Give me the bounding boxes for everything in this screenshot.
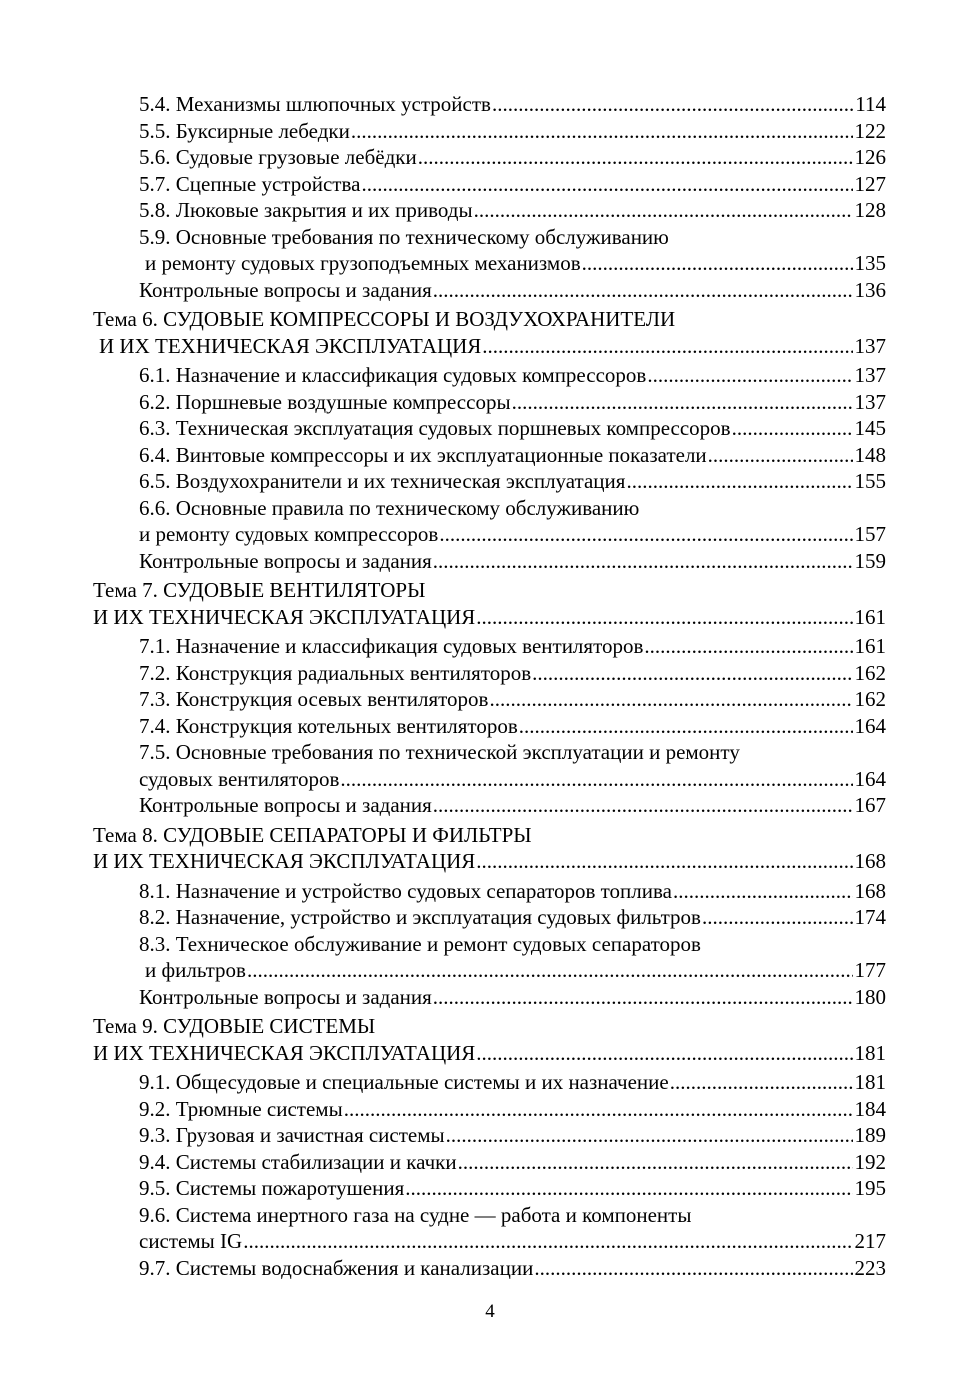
toc-entry-first-line[interactable] [93,1202,886,1229]
toc-entry-title: 8.3. Техническое обслуживание и ремонт судовых сепараторов [139,931,701,956]
toc-entry-page: 161 [854,634,886,658]
toc-entry[interactable] [93,1096,886,1123]
toc-entry-page: 128 [854,198,886,222]
toc-entry-first-line[interactable] [93,931,886,958]
dot-leader [476,604,852,631]
toc-entry-continuation[interactable] [93,1228,886,1255]
toc-entry-page: 148 [854,442,886,467]
toc-entry-title: и фильтров [145,958,246,982]
toc-entry-page: 137 [854,333,886,358]
toc-topic-heading-continuation[interactable] [93,848,886,875]
toc-entry-page: 168 [854,878,886,903]
toc-topic-heading[interactable] [93,822,886,849]
toc-entry-title: Контрольные вопросы и задания [139,984,432,1009]
toc-entry-page: 168 [854,849,886,873]
dot-leader [351,118,853,145]
toc-entry[interactable] [93,415,886,442]
toc-entry[interactable] [93,1122,886,1149]
toc-entry[interactable] [93,713,886,740]
dot-leader [247,957,853,984]
toc-entry-title: 7.1. Назначение и классификация судовых вентиляторов [139,634,644,658]
toc-entry-page: 181 [854,1040,886,1065]
toc-entry-title: 7.4. Конструкция котельных вентиляторов [139,713,518,738]
toc-entry-title: 9.3. Грузовая и зачистная системы [139,1123,445,1147]
toc-entry-title: 9.7. Системы водоснабжения и канализации [139,1255,534,1280]
dot-leader [532,660,852,687]
toc-entry[interactable] [93,389,886,416]
toc-topic-heading-continuation[interactable] [93,604,886,631]
toc-entry[interactable] [93,362,886,389]
toc-entry-first-line[interactable] [93,224,886,251]
dot-leader [446,1122,853,1149]
toc-entry-page: 189 [854,1123,886,1147]
toc-entry[interactable] [93,91,886,118]
toc-entry-title: Контрольные вопросы и задания [139,793,432,817]
toc-entry-title: 6.6. Основные правила по техническому обслуживанию [139,495,640,520]
toc-entry-continuation[interactable] [93,957,886,984]
toc-entry-title: 5.9. Основные требования по техническому обслуживанию [139,224,669,249]
dot-leader [418,144,853,171]
toc-entry-title: 7.5. Основные требования по технической эксплуатации и ремонту [139,740,740,764]
toc-topic-title: И ИХ ТЕХНИЧЕСКАЯ ЭКСПЛУАТАЦИЯ [93,604,476,629]
toc-entry-page: 127 [854,171,886,196]
toc-entry[interactable] [93,660,886,687]
toc-entry-page: 122 [854,118,886,143]
toc-entry[interactable] [93,686,886,713]
dot-leader [489,686,852,713]
dot-leader [670,1069,853,1096]
toc-entry-page: 114 [855,92,886,116]
toc-entry-page: 181 [854,1070,886,1094]
dot-leader [582,250,853,277]
dot-leader [673,878,853,905]
page-number: 4 [485,1301,495,1322]
toc-entry-title: 5.8. Люковые закрытия и их приводы [139,198,473,222]
dot-leader [644,633,852,660]
dot-leader [512,389,853,416]
dot-leader [732,415,853,442]
toc-entry-page: 180 [854,984,886,1009]
toc-entry[interactable] [93,904,886,931]
dot-leader [626,468,852,495]
toc-entry-page: 217 [854,1229,886,1253]
toc-entry[interactable] [93,277,886,304]
toc-entry-page: 135 [854,251,886,275]
toc-entry[interactable] [93,1069,886,1096]
toc-entry[interactable] [93,984,886,1011]
toc-entry-title: 5.7. Сцепные устройства [139,171,361,196]
toc-topic-title: Тема 7. СУДОВЫЕ ВЕНТИЛЯТОРЫ [93,578,426,602]
toc-entry-page: 162 [854,687,886,711]
dot-leader [702,904,853,931]
toc-entry-page: 159 [854,548,886,573]
toc-topic-title: И ИХ ТЕХНИЧЕСКАЯ ЭКСПЛУАТАЦИЯ [93,849,476,873]
dot-leader [708,442,853,469]
toc-topic-heading[interactable] [93,577,886,604]
toc-topic-title: И ИХ ТЕХНИЧЕСКАЯ ЭКСПЛУАТАЦИЯ [93,1040,476,1065]
toc-entry-title: 5.6. Судовые грузовые лебёдки [139,145,417,169]
dot-leader [344,1096,853,1123]
toc-entry-first-line[interactable] [93,495,886,522]
toc-entry[interactable] [93,144,886,171]
dot-leader [482,333,852,360]
toc-entry-page: 223 [854,1255,886,1280]
toc-entry-title: 5.4. Механизмы шлюпочных устройств [139,92,491,116]
dot-leader [243,1228,852,1255]
toc-topic-heading[interactable] [93,306,886,333]
dot-leader [433,548,853,575]
toc-entry-first-line[interactable] [93,739,886,766]
toc-entry[interactable] [93,197,886,224]
toc-entry-title: 9.2. Трюмные системы [139,1096,343,1121]
toc-entry[interactable] [93,1255,886,1282]
toc-entry-title: системы IG [139,1229,243,1253]
dot-leader [433,277,853,304]
toc-entry-title: 8.2. Назначение, устройство и эксплуатация судовых фильтров [139,905,701,929]
toc-entry-continuation[interactable] [93,521,886,548]
toc-entry[interactable] [93,878,886,905]
dot-leader [519,713,853,740]
toc-entry-title: 6.3. Техническая эксплуатация судовых поршневых компрессоров [139,416,731,440]
toc-entry-continuation[interactable] [93,766,886,793]
toc-entry-title: 9.4. Системы стабилизации и качки [139,1149,457,1174]
toc-topic-heading-continuation[interactable] [93,1040,886,1067]
toc-entry[interactable] [93,118,886,145]
toc-entry-title: 9.1. Общесудовые и специальные системы и их назначение [139,1070,669,1094]
toc-entry[interactable] [93,1175,886,1202]
toc-entry[interactable] [93,442,886,469]
toc-entry-title: 6.4. Винтовые компрессоры и их эксплуатационные показатели [139,442,707,467]
toc-topic-title: И ИХ ТЕХНИЧЕСКАЯ ЭКСПЛУАТАЦИЯ [99,333,482,358]
dot-leader [476,848,852,875]
toc-entry-title: 6.2. Поршневые воздушные компрессоры [139,389,511,414]
toc-entry-title: Контрольные вопросы и задания [139,277,432,302]
toc-entry[interactable] [93,468,886,495]
toc-topic-heading-continuation[interactable] [93,333,886,360]
toc-entry-page: 174 [854,905,886,929]
dot-leader [361,171,852,198]
toc-entry-title: 5.5. Буксирные лебедки [139,118,350,143]
toc-entry-page: 155 [854,469,886,493]
toc-entry-title: судовых вентиляторов [139,766,340,791]
toc-topic-title: Тема 9. СУДОВЫЕ СИСТЕМЫ [93,1014,376,1038]
toc-entry-title: 9.6. Система инертного газа на судне — работа и компоненты [139,1202,692,1227]
toc-entry-page: 136 [854,277,886,302]
toc-entry-page: 167 [854,793,886,817]
toc-entry-title: 7.3. Конструкция осевых вентиляторов [139,687,489,711]
dot-leader [405,1175,852,1202]
toc-entry-title: и ремонту судовых грузоподъемных механизмов [145,251,581,275]
table-of-contents [93,91,886,1281]
toc-entry-page: 195 [854,1176,886,1200]
toc-entry-page: 145 [854,416,886,440]
toc-entry-page: 157 [854,522,886,546]
toc-entry-page: 164 [854,766,886,791]
dot-leader [340,766,852,793]
toc-entry-page: 192 [854,1149,886,1174]
dot-leader [492,91,853,118]
toc-entry-title: и ремонту судовых компрессоров [139,522,439,546]
toc-entry-title: 6.5. Воздухохранители и их техническая эксплуатация [139,469,626,493]
toc-entry-title: 7.2. Конструкция радиальных вентиляторов [139,660,532,685]
dot-leader [433,792,853,819]
toc-entry-continuation[interactable] [93,250,886,277]
toc-entry-title: 9.5. Системы пожаротушения [139,1176,405,1200]
dot-leader [647,362,852,389]
toc-entry-page: 137 [854,389,886,414]
toc-entry-page: 164 [854,713,886,738]
toc-topic-title: Тема 6. СУДОВЫЕ КОМПРЕССОРЫ И ВОЗДУХОХРАНИТЕЛИ [93,307,676,331]
toc-entry[interactable] [93,548,886,575]
toc-entry-title: Контрольные вопросы и задания [139,548,432,573]
dot-leader [433,984,853,1011]
toc-entry[interactable] [93,171,886,198]
toc-entry-page: 126 [854,145,886,169]
dot-leader [458,1149,853,1176]
toc-entry-page: 137 [854,363,886,387]
toc-entry-title: 6.1. Назначение и классификация судовых компрессоров [139,363,647,387]
dot-leader [439,521,852,548]
toc-entry[interactable] [93,1149,886,1176]
toc-entry-title: 8.1. Назначение и устройство судовых сепараторов топлива [139,878,672,903]
toc-entry-page: 184 [854,1096,886,1121]
toc-topic-heading[interactable] [93,1013,886,1040]
dot-leader [476,1040,852,1067]
toc-entry[interactable] [93,792,886,819]
toc-topic-title: Тема 8. СУДОВЫЕ СЕПАРАТОРЫ И ФИЛЬТРЫ [93,822,532,847]
toc-entry-page: 161 [854,604,886,629]
toc-entry[interactable] [93,633,886,660]
toc-entry-page: 162 [854,660,886,685]
dot-leader [534,1255,852,1282]
toc-entry-page: 177 [854,958,886,982]
dot-leader [474,197,853,224]
